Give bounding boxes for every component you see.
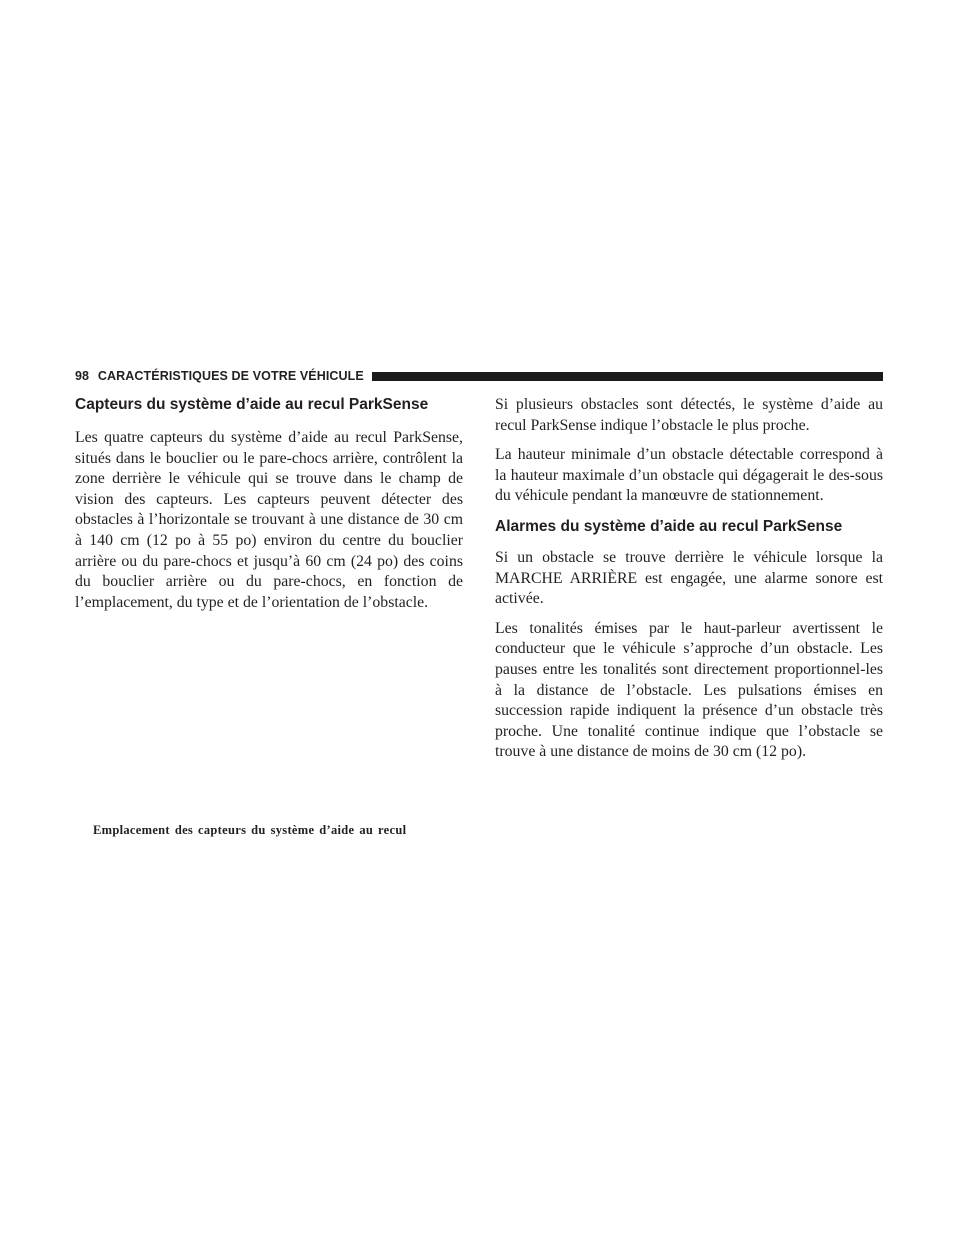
figure-caption: Emplacement des capteurs du système d’aide au recul: [93, 823, 407, 837]
multiple-obstacles-paragraph: Si plusieurs obstacles sont détectés, le système d’aide au recul ParkSense indique l’obstacle le plus proche.: [495, 396, 883, 434]
right-column: [495, 391, 883, 772]
alarms-heading: Alarmes du système d’aide au recul ParkSense: [495, 517, 843, 535]
page-header: [75, 366, 883, 386]
header-rule: [372, 372, 883, 381]
tones-paragraph: Les tonalités émises par le haut-parleur avertissent le conducteur que le véhicule s’approche d’un obstacle. Les pauses entre les tonalités sont directement proportionnel-les à la distance de l’obstacle. Les pulsations émises en succession rapide indiquent la présence d’un obstacle très proche. Une tonalité continue indique que l’obstacle se trouve à une distance de moins de 30 cm (12 po).: [495, 619, 883, 761]
sensors-paragraph: Les quatre capteurs du système d’aide au recul ParkSense, situés dans le bouclier ou le pare-chocs arrière, contrôlent la zone derrière le véhicule qui se trouve dans le champ de vision des capteurs. Les capteurs peuvent détecter des obstacles à l’horizontale se trouvant à une distance de 30 cm à 140 cm (12 po à 55 po) environ du centre du bouclier arrière ou du pare-chocs et jusqu’à 60 cm (24 po) des coins du bouclier arrière ou du pare-chocs, en fonction de l’emplacement, du type et de l’orientation de l’obstacle.: [75, 429, 463, 611]
min-height-paragraph: La hauteur minimale d’un obstacle détectable correspond à la hauteur maximale d’un obstacle qui dégagerait le des-sous du véhicule pendant la manœuvre de stationnement.: [495, 446, 883, 505]
sensors-heading: Capteurs du système d’aide au recul ParkSense: [75, 396, 429, 413]
left-column: [75, 391, 463, 622]
page-number: 98: [75, 369, 89, 383]
reverse-alarm-paragraph: Si un obstacle se trouve derrière le véhicule lorsque la MARCHE ARRIÈRE est engagée, une alarme sonore est activée.: [495, 548, 883, 608]
section-title: CARACTÉRISTIQUES DE VOTRE VÉHICULE: [97, 369, 364, 383]
